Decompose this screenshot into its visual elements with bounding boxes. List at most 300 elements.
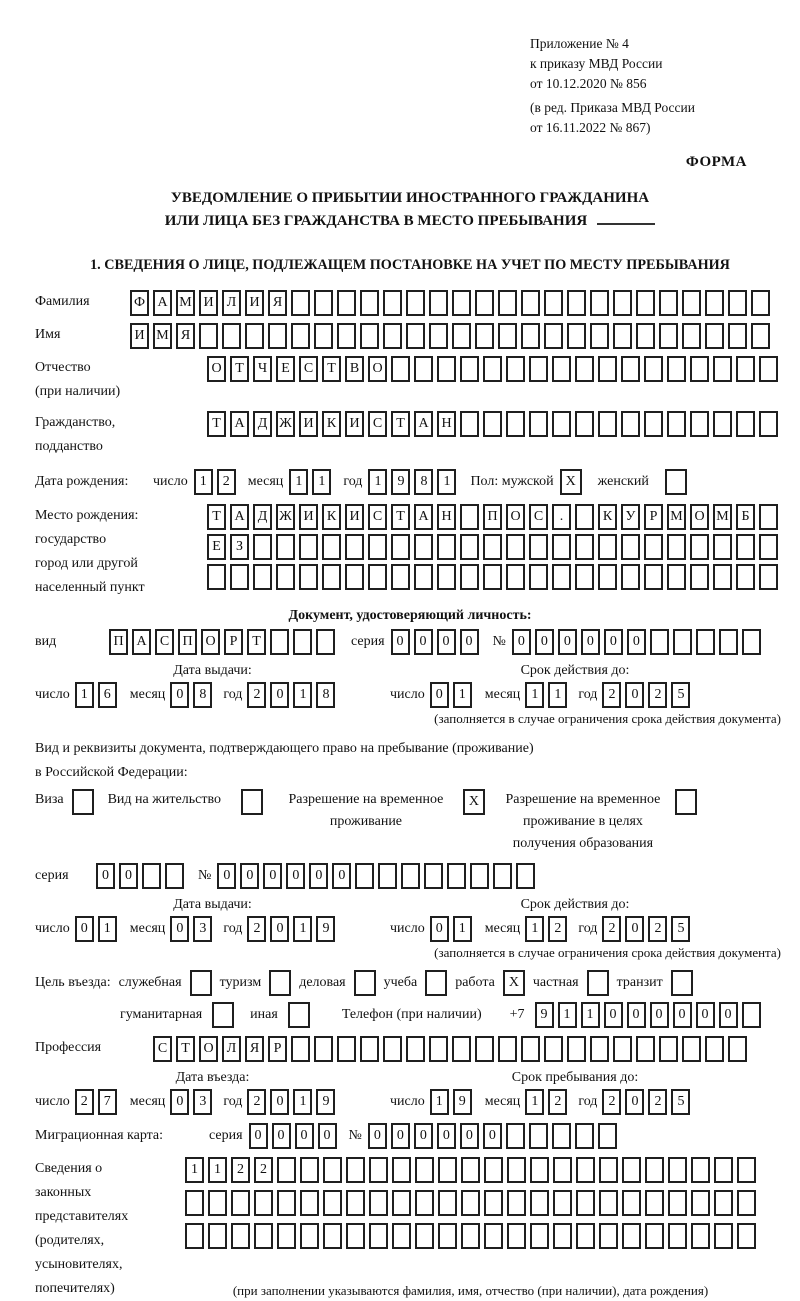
char-cell[interactable]: 2 [247,1089,266,1115]
char-cell[interactable]: 1 [437,469,456,495]
char-cell[interactable]: Т [230,356,249,382]
char-cell[interactable]: И [299,411,318,437]
temp-residence-checkbox[interactable]: X [463,789,485,815]
char-cell[interactable]: 0 [719,1002,738,1028]
char-cell[interactable] [483,411,502,437]
char-cell[interactable] [516,863,535,889]
char-cell[interactable] [544,290,563,316]
char-cell[interactable] [414,356,433,382]
char-cell[interactable] [530,1157,549,1183]
char-cell[interactable] [484,1157,503,1183]
char-cell[interactable]: 0 [270,682,289,708]
char-cell[interactable]: 2 [648,682,667,708]
char-cell[interactable] [253,564,272,590]
char-cell[interactable] [483,356,502,382]
char-cell[interactable]: 1 [98,916,117,942]
char-cell[interactable] [507,1157,526,1183]
char-cell[interactable] [414,534,433,560]
char-cell[interactable] [414,564,433,590]
char-cell[interactable]: Т [391,411,410,437]
char-cell[interactable] [751,323,770,349]
char-cell[interactable] [714,1190,733,1216]
char-cell[interactable] [391,534,410,560]
purpose-work-checkbox[interactable]: X [503,970,525,996]
char-cell[interactable] [544,1036,563,1062]
char-cell[interactable] [576,1223,595,1249]
char-cell[interactable] [360,323,379,349]
char-cell[interactable] [392,1157,411,1183]
char-cell[interactable]: Я [245,1036,264,1062]
char-cell[interactable] [253,534,272,560]
char-cell[interactable] [645,1190,664,1216]
char-cell[interactable] [447,863,466,889]
char-cell[interactable]: И [199,290,218,316]
char-cell[interactable] [231,1223,250,1249]
char-cell[interactable]: 0 [119,863,138,889]
char-cell[interactable] [636,1036,655,1062]
char-cell[interactable] [576,1190,595,1216]
char-cell[interactable]: Б [736,504,755,530]
char-cell[interactable]: 2 [75,1089,94,1115]
char-cell[interactable] [368,564,387,590]
char-cell[interactable]: О [199,1036,218,1062]
char-cell[interactable] [690,564,709,590]
char-cell[interactable]: 1 [525,682,544,708]
char-cell[interactable] [728,290,747,316]
char-cell[interactable]: С [368,504,387,530]
char-cell[interactable] [498,290,517,316]
char-cell[interactable] [544,323,563,349]
char-cell[interactable] [475,1036,494,1062]
char-cell[interactable] [599,1190,618,1216]
char-cell[interactable] [636,323,655,349]
char-cell[interactable] [475,290,494,316]
char-cell[interactable] [345,534,364,560]
char-cell[interactable] [506,356,525,382]
char-cell[interactable] [401,863,420,889]
char-cell[interactable] [552,534,571,560]
char-cell[interactable]: 2 [247,916,266,942]
char-cell[interactable]: У [621,504,640,530]
char-cell[interactable] [392,1190,411,1216]
char-cell[interactable] [483,564,502,590]
char-cell[interactable]: Т [322,356,341,382]
char-cell[interactable] [598,411,617,437]
char-cell[interactable] [300,1223,319,1249]
char-cell[interactable]: 0 [604,1002,623,1028]
char-cell[interactable] [613,323,632,349]
char-cell[interactable] [553,1157,572,1183]
char-cell[interactable]: И [130,323,149,349]
char-cell[interactable]: Т [391,504,410,530]
char-cell[interactable] [575,564,594,590]
char-cell[interactable]: Ж [276,411,295,437]
char-cell[interactable] [742,1002,761,1028]
char-cell[interactable] [360,1036,379,1062]
char-cell[interactable]: Ф [130,290,149,316]
char-cell[interactable]: 1 [581,1002,600,1028]
char-cell[interactable] [270,629,289,655]
char-cell[interactable] [498,1036,517,1062]
char-cell[interactable] [668,1223,687,1249]
char-cell[interactable]: 1 [453,916,472,942]
char-cell[interactable]: 0 [581,629,600,655]
char-cell[interactable] [530,1223,549,1249]
char-cell[interactable]: 0 [625,682,644,708]
char-cell[interactable] [667,564,686,590]
char-cell[interactable]: 6 [98,682,117,708]
char-cell[interactable]: Я [176,323,195,349]
char-cell[interactable] [245,323,264,349]
char-cell[interactable] [690,411,709,437]
char-cell[interactable]: Я [268,290,287,316]
char-cell[interactable] [345,564,364,590]
char-cell[interactable]: Т [176,1036,195,1062]
char-cell[interactable] [429,323,448,349]
char-cell[interactable]: К [322,504,341,530]
char-cell[interactable] [742,629,761,655]
char-cell[interactable] [437,564,456,590]
char-cell[interactable]: 0 [391,629,410,655]
char-cell[interactable] [452,290,471,316]
char-cell[interactable]: Ч [253,356,272,382]
char-cell[interactable] [714,1157,733,1183]
char-cell[interactable] [621,534,640,560]
char-cell[interactable] [552,356,571,382]
char-cell[interactable]: 0 [430,682,449,708]
char-cell[interactable]: Т [247,629,266,655]
char-cell[interactable]: С [153,1036,172,1062]
char-cell[interactable] [475,323,494,349]
char-cell[interactable]: И [345,411,364,437]
char-cell[interactable]: 0 [240,863,259,889]
char-cell[interactable]: П [109,629,128,655]
char-cell[interactable] [461,1157,480,1183]
char-cell[interactable] [438,1157,457,1183]
char-cell[interactable] [691,1223,710,1249]
char-cell[interactable]: 0 [249,1123,268,1149]
char-cell[interactable] [668,1190,687,1216]
char-cell[interactable]: В [345,356,364,382]
char-cell[interactable] [705,1036,724,1062]
char-cell[interactable]: 9 [453,1089,472,1115]
char-cell[interactable] [369,1223,388,1249]
char-cell[interactable] [659,290,678,316]
char-cell[interactable]: 1 [558,1002,577,1028]
char-cell[interactable]: 2 [602,682,621,708]
char-cell[interactable]: Р [644,504,663,530]
char-cell[interactable] [659,323,678,349]
char-cell[interactable] [529,356,548,382]
char-cell[interactable] [291,323,310,349]
char-cell[interactable] [277,1190,296,1216]
char-cell[interactable] [368,534,387,560]
char-cell[interactable]: 2 [602,916,621,942]
char-cell[interactable] [346,1190,365,1216]
char-cell[interactable] [529,411,548,437]
char-cell[interactable] [452,1036,471,1062]
char-cell[interactable]: 3 [193,916,212,942]
char-cell[interactable] [254,1223,273,1249]
char-cell[interactable]: 2 [254,1157,273,1183]
char-cell[interactable] [383,323,402,349]
char-cell[interactable]: 0 [270,916,289,942]
char-cell[interactable]: 0 [627,1002,646,1028]
char-cell[interactable] [484,1190,503,1216]
char-cell[interactable] [276,534,295,560]
char-cell[interactable] [713,534,732,560]
char-cell[interactable] [590,323,609,349]
char-cell[interactable] [406,1036,425,1062]
char-cell[interactable]: 1 [293,682,312,708]
char-cell[interactable] [705,323,724,349]
char-cell[interactable]: 5 [671,1089,690,1115]
char-cell[interactable] [415,1190,434,1216]
char-cell[interactable] [590,1036,609,1062]
char-cell[interactable]: К [322,411,341,437]
char-cell[interactable] [567,290,586,316]
char-cell[interactable] [293,629,312,655]
char-cell[interactable]: С [368,411,387,437]
char-cell[interactable]: 1 [185,1157,204,1183]
char-cell[interactable] [483,534,502,560]
char-cell[interactable] [268,323,287,349]
char-cell[interactable] [613,1036,632,1062]
purpose-study-checkbox[interactable] [425,970,447,996]
char-cell[interactable] [645,1223,664,1249]
char-cell[interactable] [552,411,571,437]
char-cell[interactable] [323,1157,342,1183]
char-cell[interactable]: М [176,290,195,316]
char-cell[interactable] [498,323,517,349]
char-cell[interactable] [622,1223,641,1249]
char-cell[interactable]: 0 [170,1089,189,1115]
char-cell[interactable]: 0 [217,863,236,889]
char-cell[interactable]: С [299,356,318,382]
char-cell[interactable] [208,1190,227,1216]
char-cell[interactable]: 0 [295,1123,314,1149]
char-cell[interactable]: Ж [276,504,295,530]
char-cell[interactable]: 0 [625,1089,644,1115]
char-cell[interactable]: А [230,504,249,530]
char-cell[interactable] [392,1223,411,1249]
char-cell[interactable]: Л [222,290,241,316]
char-cell[interactable] [575,534,594,560]
char-cell[interactable]: О [201,629,220,655]
char-cell[interactable] [691,1190,710,1216]
purpose-other-checkbox[interactable] [288,1002,310,1028]
char-cell[interactable]: 0 [414,629,433,655]
char-cell[interactable] [668,1157,687,1183]
char-cell[interactable]: 0 [270,1089,289,1115]
char-cell[interactable]: 0 [483,1123,502,1149]
char-cell[interactable] [598,1123,617,1149]
char-cell[interactable] [521,1036,540,1062]
char-cell[interactable] [667,356,686,382]
char-cell[interactable] [383,1036,402,1062]
char-cell[interactable]: С [529,504,548,530]
char-cell[interactable]: 2 [247,682,266,708]
char-cell[interactable] [424,863,443,889]
char-cell[interactable]: 0 [286,863,305,889]
char-cell[interactable]: Е [207,534,226,560]
char-cell[interactable] [346,1223,365,1249]
char-cell[interactable]: 9 [391,469,410,495]
char-cell[interactable] [438,1190,457,1216]
char-cell[interactable] [736,534,755,560]
char-cell[interactable] [552,564,571,590]
char-cell[interactable] [437,534,456,560]
char-cell[interactable]: 2 [548,916,567,942]
char-cell[interactable]: А [230,411,249,437]
char-cell[interactable] [621,356,640,382]
char-cell[interactable] [314,290,333,316]
char-cell[interactable] [622,1157,641,1183]
char-cell[interactable] [291,290,310,316]
char-cell[interactable] [470,863,489,889]
char-cell[interactable]: А [153,290,172,316]
char-cell[interactable] [429,1036,448,1062]
char-cell[interactable] [165,863,184,889]
char-cell[interactable] [383,290,402,316]
purpose-private-checkbox[interactable] [587,970,609,996]
char-cell[interactable] [673,629,692,655]
temp-residence-edu-checkbox[interactable] [675,789,697,815]
char-cell[interactable] [759,504,778,530]
char-cell[interactable] [667,411,686,437]
char-cell[interactable] [276,564,295,590]
char-cell[interactable] [438,1223,457,1249]
char-cell[interactable]: 0 [263,863,282,889]
char-cell[interactable] [369,1157,388,1183]
char-cell[interactable] [682,290,701,316]
char-cell[interactable] [316,629,335,655]
char-cell[interactable] [576,1157,595,1183]
char-cell[interactable]: 1 [548,682,567,708]
char-cell[interactable] [460,411,479,437]
char-cell[interactable]: 1 [525,1089,544,1115]
char-cell[interactable]: И [299,504,318,530]
char-cell[interactable]: 5 [671,916,690,942]
char-cell[interactable] [429,290,448,316]
char-cell[interactable]: 1 [293,916,312,942]
char-cell[interactable] [690,534,709,560]
char-cell[interactable]: И [245,290,264,316]
char-cell[interactable] [300,1157,319,1183]
char-cell[interactable]: 2 [602,1089,621,1115]
char-cell[interactable] [659,1036,678,1062]
char-cell[interactable] [299,564,318,590]
char-cell[interactable] [719,629,738,655]
char-cell[interactable]: П [483,504,502,530]
char-cell[interactable] [391,564,410,590]
char-cell[interactable] [682,323,701,349]
char-cell[interactable] [622,1190,641,1216]
char-cell[interactable] [645,1157,664,1183]
char-cell[interactable] [575,1123,594,1149]
char-cell[interactable]: 3 [193,1089,212,1115]
char-cell[interactable] [728,323,747,349]
char-cell[interactable] [415,1223,434,1249]
char-cell[interactable] [291,1036,310,1062]
char-cell[interactable]: О [207,356,226,382]
char-cell[interactable]: 2 [648,1089,667,1115]
char-cell[interactable]: 0 [696,1002,715,1028]
char-cell[interactable]: М [153,323,172,349]
char-cell[interactable] [493,863,512,889]
char-cell[interactable] [644,411,663,437]
char-cell[interactable] [460,504,479,530]
char-cell[interactable]: 2 [548,1089,567,1115]
char-cell[interactable] [636,290,655,316]
char-cell[interactable] [314,1036,333,1062]
char-cell[interactable] [360,290,379,316]
char-cell[interactable] [737,1157,756,1183]
char-cell[interactable]: 0 [272,1123,291,1149]
char-cell[interactable] [277,1223,296,1249]
char-cell[interactable]: Р [268,1036,287,1062]
char-cell[interactable]: 1 [293,1089,312,1115]
char-cell[interactable] [644,564,663,590]
char-cell[interactable] [598,564,617,590]
char-cell[interactable] [737,1190,756,1216]
char-cell[interactable] [759,356,778,382]
char-cell[interactable]: 1 [453,682,472,708]
char-cell[interactable]: 0 [332,863,351,889]
char-cell[interactable] [337,1036,356,1062]
char-cell[interactable]: 0 [460,1123,479,1149]
char-cell[interactable] [337,290,356,316]
char-cell[interactable] [713,564,732,590]
char-cell[interactable] [644,356,663,382]
char-cell[interactable] [759,564,778,590]
sex-male-checkbox[interactable]: X [560,469,582,495]
char-cell[interactable] [751,290,770,316]
char-cell[interactable] [299,534,318,560]
char-cell[interactable]: 8 [193,682,212,708]
char-cell[interactable] [736,564,755,590]
char-cell[interactable] [736,356,755,382]
char-cell[interactable]: М [713,504,732,530]
char-cell[interactable] [322,564,341,590]
char-cell[interactable]: . [552,504,571,530]
char-cell[interactable] [667,534,686,560]
residence-permit-checkbox[interactable] [241,789,263,815]
char-cell[interactable]: 7 [98,1089,117,1115]
char-cell[interactable]: 0 [414,1123,433,1149]
char-cell[interactable]: О [690,504,709,530]
char-cell[interactable] [323,1223,342,1249]
char-cell[interactable] [567,1036,586,1062]
char-cell[interactable]: 2 [217,469,236,495]
char-cell[interactable] [728,1036,747,1062]
char-cell[interactable] [507,1223,526,1249]
char-cell[interactable] [231,1190,250,1216]
char-cell[interactable] [461,1223,480,1249]
char-cell[interactable] [452,323,471,349]
char-cell[interactable] [691,1157,710,1183]
char-cell[interactable]: 0 [391,1123,410,1149]
char-cell[interactable]: М [667,504,686,530]
char-cell[interactable]: 0 [430,916,449,942]
char-cell[interactable] [207,564,226,590]
char-cell[interactable]: О [506,504,525,530]
char-cell[interactable] [314,323,333,349]
visa-checkbox[interactable] [72,789,94,815]
char-cell[interactable] [575,411,594,437]
char-cell[interactable] [199,323,218,349]
char-cell[interactable]: 8 [316,682,335,708]
